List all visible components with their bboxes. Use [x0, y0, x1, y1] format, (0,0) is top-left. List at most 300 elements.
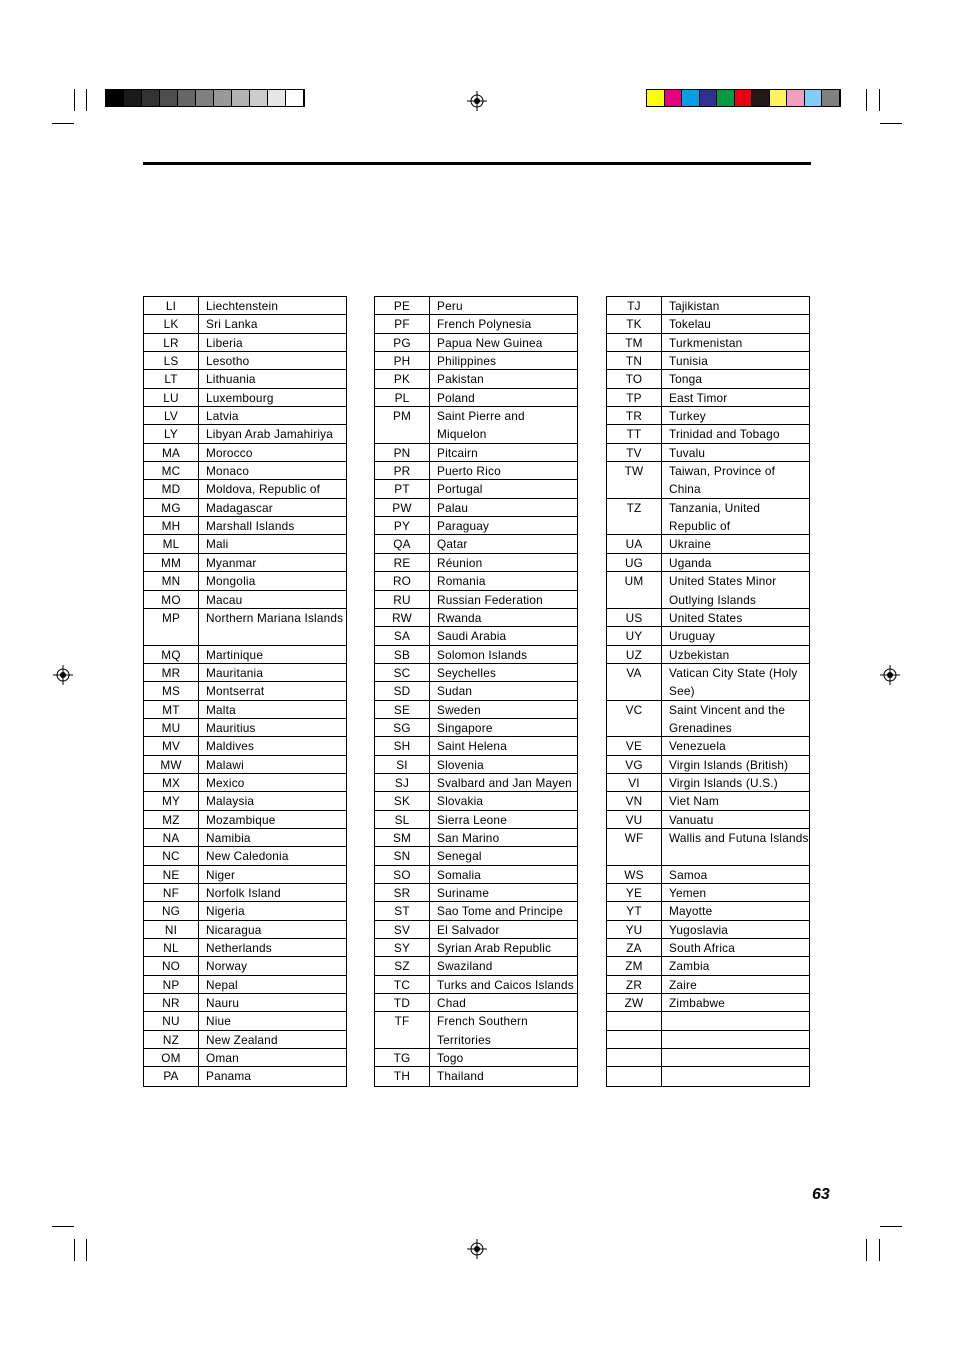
country-code: NI [144, 921, 199, 938]
country-name: Togo [437, 1051, 464, 1066]
country-code: TR [607, 407, 662, 424]
page-number: 63 [812, 1186, 830, 1203]
table-row [607, 297, 809, 315]
country-name: Wallis and Futuna Islands [669, 830, 809, 845]
table-row [375, 499, 577, 517]
table-row [144, 646, 346, 664]
country-code: SV [375, 921, 430, 938]
table-row [375, 646, 577, 664]
country-code: LK [144, 315, 199, 332]
table-row [375, 939, 577, 957]
table-row [375, 719, 577, 737]
country-name: Nicaragua [206, 922, 262, 937]
country-code: ZA [607, 939, 662, 956]
country-name [662, 1012, 809, 1029]
country-name: Virgin Islands (British) [669, 757, 789, 772]
country-name: Suriname [437, 886, 490, 900]
color-swatch [770, 90, 788, 106]
table-row [607, 1012, 809, 1030]
color-swatch [805, 90, 823, 106]
country-name: Tunisia [669, 354, 708, 369]
table-row [607, 1067, 809, 1085]
country-code: LS [144, 352, 199, 369]
table-row [144, 297, 346, 315]
country-code: VG [607, 756, 662, 773]
country-name: French Southern Territories [437, 1014, 528, 1047]
country-code: NE [144, 866, 199, 883]
country-name: Chad [437, 996, 467, 1011]
table-row [144, 1012, 346, 1030]
country-name: Yugoslavia [669, 922, 729, 937]
country-name: Niue [206, 1014, 232, 1029]
country-name: Rwanda [437, 610, 482, 625]
crop-mark [52, 123, 74, 124]
table-row [607, 425, 809, 443]
country-name: Pakistan [437, 372, 484, 387]
country-name: Montserrat [206, 684, 265, 699]
registration-target-icon [53, 665, 73, 685]
country-code: SC [375, 664, 430, 681]
table-row [144, 535, 346, 553]
table-row [375, 774, 577, 792]
table-row [144, 389, 346, 407]
table-row [607, 939, 809, 957]
table-row [607, 737, 809, 755]
country-name: Monaco [206, 464, 250, 479]
country-code: SH [375, 737, 430, 754]
country-code: NO [144, 957, 199, 974]
table-row [375, 737, 577, 755]
country-name: East Timor [669, 390, 728, 405]
country-code: PY [375, 517, 430, 534]
table-row [375, 352, 577, 370]
country-code: LY [144, 425, 199, 442]
country-code: RW [375, 609, 430, 626]
table-row [375, 554, 577, 572]
country-code: SB [375, 646, 430, 663]
country-name: Libyan Arab Jamahiriya [206, 427, 334, 442]
country-code: SM [375, 829, 430, 846]
country-name: Martinique [206, 647, 264, 662]
country-code: ZR [607, 976, 662, 993]
country-name [662, 1049, 809, 1066]
table-row [607, 701, 809, 738]
crop-mark [74, 89, 75, 111]
country-name: Portugal [437, 482, 483, 497]
country-name: Viet Nam [669, 794, 719, 809]
country-code: SN [375, 847, 430, 864]
table-row [144, 682, 346, 700]
country-code: MX [144, 774, 199, 791]
gray-swatch [268, 90, 286, 106]
country-code: TN [607, 352, 662, 369]
country-code: RE [375, 554, 430, 571]
gray-swatch [232, 90, 250, 106]
country-name: Sierra Leone [437, 812, 507, 827]
table-row [607, 535, 809, 553]
country-code: PG [375, 334, 430, 351]
country-code: ZM [607, 957, 662, 974]
table-row [375, 389, 577, 407]
table-row [607, 389, 809, 407]
country-name: Malawi [206, 757, 244, 772]
country-code: NZ [144, 1031, 199, 1048]
country-name: El Salvador [437, 922, 500, 937]
country-name: Tajikistan [669, 299, 720, 313]
country-code: MA [144, 444, 199, 461]
country-code: SR [375, 884, 430, 901]
country-code: TT [607, 425, 662, 442]
table-row [144, 462, 346, 480]
table-row [144, 976, 346, 994]
country-name: Norfolk Island [206, 886, 281, 900]
table-row [375, 517, 577, 535]
crop-mark [879, 1239, 880, 1261]
table-row [375, 1067, 577, 1085]
country-code [607, 1067, 662, 1085]
country-code: NU [144, 1012, 199, 1029]
table-row [375, 792, 577, 810]
country-code-table-1 [143, 296, 347, 1087]
country-name: Taiwan, Province of China [669, 464, 776, 497]
country-code: PR [375, 462, 430, 479]
country-code: LV [144, 407, 199, 424]
color-swatch [717, 90, 735, 106]
table-row [375, 811, 577, 829]
country-code: YT [607, 902, 662, 919]
gray-swatch [160, 90, 178, 106]
table-row [375, 297, 577, 315]
country-name: Nepal [206, 977, 238, 992]
gray-swatch [214, 90, 232, 106]
country-code: LT [144, 370, 199, 387]
color-swatch-bar [646, 89, 841, 107]
grayscale-swatch-bar [105, 89, 305, 107]
country-code: SD [375, 682, 430, 699]
country-code: PL [375, 389, 430, 406]
table-row [144, 701, 346, 719]
table-row [144, 315, 346, 333]
country-code: PH [375, 352, 430, 369]
country-code: SY [375, 939, 430, 956]
country-name: Senegal [437, 849, 482, 864]
country-code: PW [375, 499, 430, 516]
table-row [607, 994, 809, 1012]
table-row [144, 572, 346, 590]
country-code: VU [607, 811, 662, 828]
country-code: SL [375, 811, 430, 828]
country-code [607, 1031, 662, 1048]
country-name: Mozambique [206, 812, 276, 827]
table-row [607, 829, 809, 866]
country-code: VI [607, 774, 662, 791]
country-code [607, 1049, 662, 1066]
country-code: UM [607, 572, 662, 608]
country-name: Luxembourg [206, 390, 274, 405]
table-row [607, 352, 809, 370]
crop-mark [74, 1239, 75, 1261]
country-code: PN [375, 444, 430, 461]
country-code: SG [375, 719, 430, 736]
country-name: Philippines [437, 354, 497, 369]
country-name: Poland [437, 390, 475, 405]
country-name: Zaire [669, 977, 697, 992]
country-code: WS [607, 866, 662, 883]
table-row [607, 866, 809, 884]
crop-mark [880, 123, 902, 124]
country-name: New Zealand [206, 1032, 278, 1047]
country-name: Saint Helena [437, 739, 507, 754]
table-row [144, 774, 346, 792]
country-code: MM [144, 554, 199, 571]
crop-mark [866, 1239, 867, 1261]
color-swatch [822, 90, 840, 106]
country-name: Venezuela [669, 739, 726, 754]
table-row [607, 627, 809, 645]
table-row [607, 1031, 809, 1049]
country-code: MG [144, 499, 199, 516]
table-row [144, 994, 346, 1012]
country-code: TZ [607, 499, 662, 535]
country-name: Palau [437, 500, 469, 515]
table-row [607, 499, 809, 536]
country-name: Marshall Islands [206, 519, 295, 534]
country-code: YE [607, 884, 662, 901]
table-row [375, 1049, 577, 1067]
country-code: MQ [144, 646, 199, 663]
country-code: PM [375, 407, 430, 443]
header-rule [143, 162, 811, 165]
country-name: United States Minor Outlying Islands [669, 574, 777, 607]
table-row [144, 334, 346, 352]
country-code: MH [144, 517, 199, 534]
table-row [144, 407, 346, 425]
country-code: MR [144, 664, 199, 681]
country-name: Mauritius [206, 720, 256, 735]
country-code: UY [607, 627, 662, 644]
country-name: Qatar [437, 537, 468, 552]
country-code: VC [607, 701, 662, 737]
country-name: Zimbabwe [669, 996, 726, 1011]
country-code: NR [144, 994, 199, 1011]
country-code: ZW [607, 994, 662, 1011]
country-name: Slovenia [437, 757, 484, 772]
country-name: Saint Pierre and Miquelon [437, 409, 525, 442]
gray-swatch [142, 90, 160, 106]
country-name: Turkmenistan [669, 335, 743, 350]
country-name: Pitcairn [437, 445, 478, 460]
country-code: MZ [144, 811, 199, 828]
country-name: Netherlands [206, 941, 272, 956]
country-code: TF [375, 1012, 430, 1048]
country-name: Tonga [669, 372, 703, 387]
country-code [607, 1012, 662, 1029]
country-code: VA [607, 664, 662, 700]
crop-mark [866, 89, 867, 111]
country-code: NP [144, 976, 199, 993]
country-name: Malaysia [206, 794, 255, 809]
table-row [607, 811, 809, 829]
country-code: PF [375, 315, 430, 332]
table-row [144, 352, 346, 370]
table-row [607, 572, 809, 609]
country-code: MO [144, 591, 199, 608]
country-code: TP [607, 389, 662, 406]
country-name: Panama [206, 1069, 252, 1084]
country-name: Tanzania, United Republic of [669, 500, 761, 534]
table-row [375, 444, 577, 462]
table-row [375, 1012, 577, 1049]
registration-target-icon [467, 91, 487, 111]
table-row [375, 921, 577, 939]
table-row [607, 609, 809, 627]
country-code: MY [144, 792, 199, 809]
country-code: PE [375, 297, 430, 314]
table-row [144, 847, 346, 865]
country-code: VE [607, 737, 662, 754]
country-name: Mayotte [669, 904, 713, 919]
table-row [375, 572, 577, 590]
country-name: Uganda [669, 555, 712, 570]
country-name: Saudi Arabia [437, 629, 507, 644]
color-swatch [682, 90, 700, 106]
country-name: Romania [437, 574, 486, 589]
country-name: Turks and Caicos Islands [437, 977, 574, 992]
table-row [607, 884, 809, 902]
country-code: TG [375, 1049, 430, 1066]
table-row [607, 957, 809, 975]
table-row [607, 664, 809, 701]
country-name: Liberia [206, 335, 243, 350]
gray-swatch [106, 90, 124, 106]
country-code: LR [144, 334, 199, 351]
country-code: SO [375, 866, 430, 883]
country-code: UG [607, 554, 662, 571]
table-row [144, 921, 346, 939]
country-name: Latvia [206, 409, 239, 424]
country-code: MU [144, 719, 199, 736]
table-row [144, 517, 346, 535]
color-swatch [665, 90, 683, 106]
table-row [144, 609, 346, 646]
country-name: Uruguay [669, 629, 715, 644]
table-row [607, 1049, 809, 1067]
country-name: Zambia [669, 959, 710, 974]
country-code: TK [607, 315, 662, 332]
country-name: Vanuatu [669, 812, 714, 827]
country-code: TV [607, 444, 662, 461]
table-row [375, 480, 577, 498]
country-name: Vatican City State (Holy See) [669, 665, 798, 699]
country-name: French Polynesia [437, 317, 532, 332]
country-code: PA [144, 1067, 199, 1085]
country-name [662, 1067, 809, 1085]
table-row [607, 921, 809, 939]
country-code: PT [375, 480, 430, 497]
country-name: Northern Mariana Islands [206, 610, 344, 625]
country-name: San Marino [437, 830, 500, 845]
country-name: Sudan [437, 684, 473, 699]
country-code: RO [375, 572, 430, 589]
country-code: NL [144, 939, 199, 956]
country-name: Solomon Islands [437, 647, 528, 662]
color-swatch [700, 90, 718, 106]
country-code: WF [607, 829, 662, 865]
country-code: RU [375, 591, 430, 608]
country-name: Uzbekistan [669, 647, 730, 662]
country-name: Turkey [669, 409, 706, 424]
table-row [144, 939, 346, 957]
country-code: US [607, 609, 662, 626]
country-name: Swaziland [437, 959, 493, 974]
color-swatch [735, 90, 753, 106]
country-code: QA [375, 535, 430, 552]
gray-swatch [124, 90, 142, 106]
gray-swatch [286, 90, 304, 106]
table-row [607, 976, 809, 994]
table-row [144, 737, 346, 755]
table-row [607, 315, 809, 333]
table-row [607, 792, 809, 810]
country-name: Samoa [669, 867, 708, 882]
country-code: OM [144, 1049, 199, 1066]
table-row [144, 444, 346, 462]
table-row [375, 884, 577, 902]
table-row [144, 591, 346, 609]
country-code: LI [144, 297, 199, 314]
crop-mark [86, 89, 87, 111]
country-name: Liechtenstein [206, 299, 279, 313]
country-code: NC [144, 847, 199, 864]
registration-target-icon [467, 1239, 487, 1259]
table-row [144, 792, 346, 810]
country-name: Saint Vincent and the Grenadines [669, 702, 786, 735]
country-name: Maldives [206, 739, 255, 754]
country-name: New Caledonia [206, 849, 289, 864]
country-name: Namibia [206, 830, 251, 845]
table-row [375, 535, 577, 553]
country-name: United States [669, 610, 743, 625]
table-row [144, 866, 346, 884]
country-code: MS [144, 682, 199, 699]
country-name: Mongolia [206, 574, 256, 589]
table-row [607, 756, 809, 774]
country-name: Seychelles [437, 665, 497, 680]
table-row [375, 866, 577, 884]
gray-swatch [178, 90, 196, 106]
table-row [144, 756, 346, 774]
country-name: Svalbard and Jan Mayen [437, 775, 572, 790]
country-name: Malta [206, 702, 236, 717]
country-code: TH [375, 1067, 430, 1085]
table-row [144, 902, 346, 920]
country-name: Slovakia [437, 794, 484, 809]
country-name: Singapore [437, 720, 493, 735]
country-name: Nigeria [206, 904, 245, 919]
country-code: TC [375, 976, 430, 993]
table-row [607, 902, 809, 920]
country-code: UZ [607, 646, 662, 663]
country-name: Trinidad and Tobago [669, 427, 780, 442]
gray-swatch [196, 90, 214, 106]
country-code: SJ [375, 774, 430, 791]
color-swatch [787, 90, 805, 106]
country-name: Moldova, Republic of [206, 482, 321, 497]
country-name: Mexico [206, 775, 245, 790]
table-row [607, 462, 809, 499]
table-row [375, 462, 577, 480]
table-row [375, 847, 577, 865]
